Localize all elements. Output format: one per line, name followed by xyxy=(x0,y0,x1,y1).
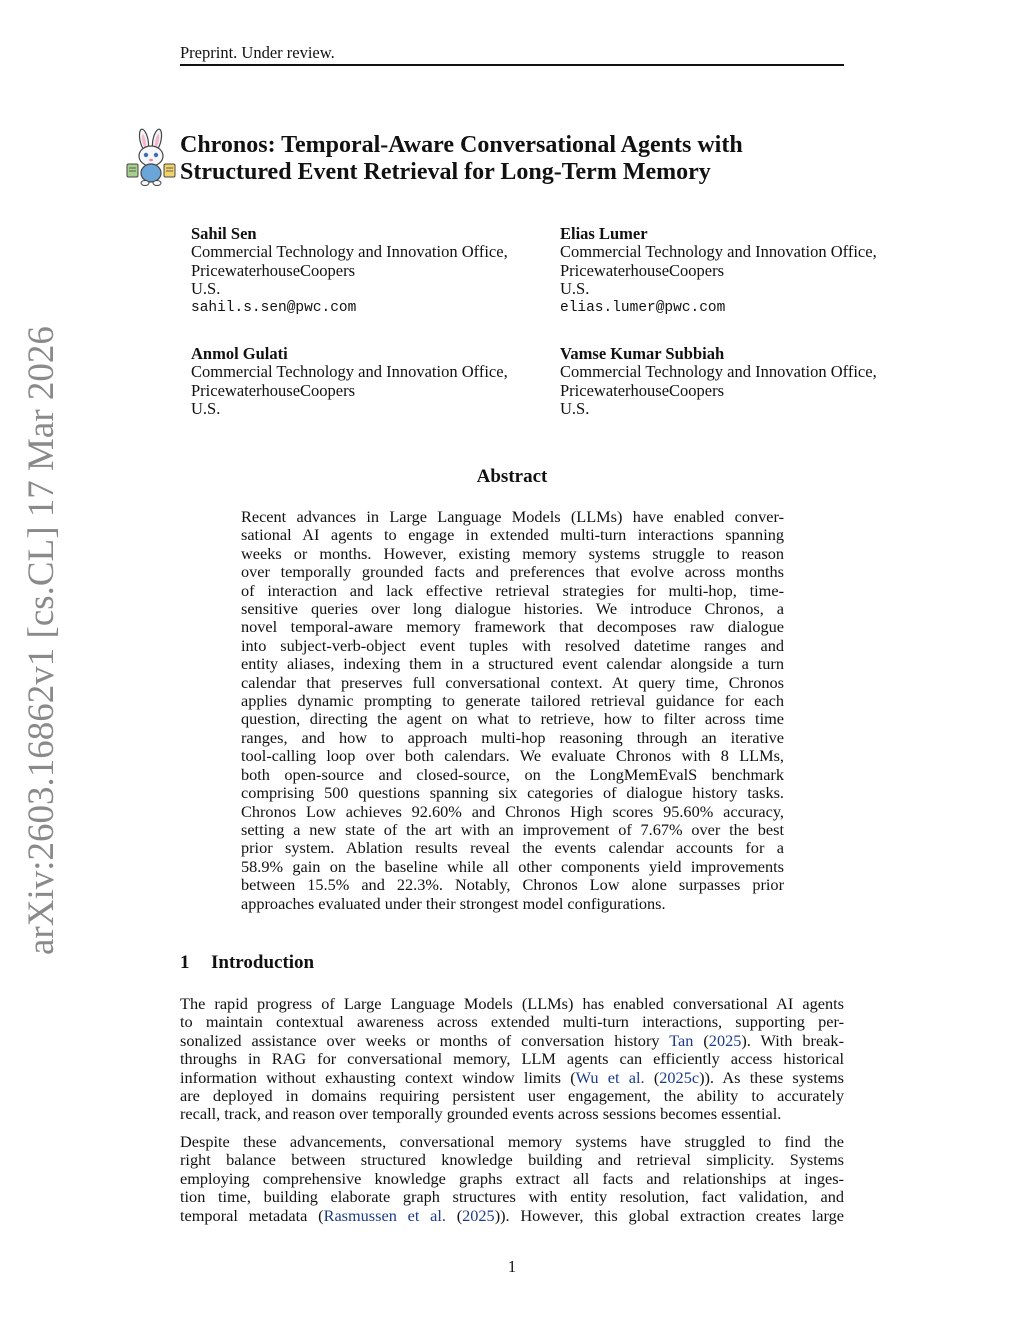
abstract-text xyxy=(241,508,784,913)
author-affiliation: PricewaterhouseCoopers xyxy=(191,260,356,280)
author-country: U.S. xyxy=(560,399,590,419)
author-block xyxy=(560,225,877,317)
citation-link-tan[interactable]: Tan xyxy=(669,1030,694,1050)
section-heading-introduction xyxy=(180,952,314,974)
author-name: Elias Lumer xyxy=(560,224,648,243)
author-affiliation: Commercial Technology and Innovation Office, xyxy=(560,362,877,382)
abstract-line: question, directing the agent on what to retrieve, how to filter across time xyxy=(241,709,784,729)
abstract-line: novel temporal-aware memory framework that decomposes raw dialogue xyxy=(241,617,784,637)
text-fragment: ( xyxy=(644,1067,660,1087)
author-block xyxy=(560,345,877,419)
text-line: throughs in RAG for conversational memory, LLM agents can efficiently access historical xyxy=(180,1049,844,1069)
citation-link-rasmussen[interactable]: Rasmussen et al. xyxy=(323,1205,446,1225)
abstract-line: sational AI agents to engage in extended multi-turn interactions spanning xyxy=(241,525,784,545)
intro-paragraph xyxy=(180,995,844,1124)
running-header: Preprint. Under review. xyxy=(180,43,335,62)
abstract-line: calendar that preserves full conversational context. At query time, Chronos xyxy=(241,672,784,692)
author-email[interactable]: elias.lumer@pwc.com xyxy=(560,299,726,316)
arxiv-identifier-stamp[interactable]: arXiv:2603.16862v1 [cs.CL] 17 Mar 2026 xyxy=(21,326,62,955)
abstract-line: Recent advances in Large Language Models (LLMs) have enabled conver- xyxy=(241,507,784,526)
text-line: right balance between structured knowledge building and retrieval simplicity. Systems xyxy=(180,1150,844,1170)
author-country: U.S. xyxy=(191,399,221,419)
abstract-line: approaches evaluated under their strongest model configurations. xyxy=(241,893,666,913)
abstract-line: setting a new state of the art with an improvement of 7.67% over the best xyxy=(241,819,784,839)
bunny-mascot-logo-icon xyxy=(124,128,178,186)
citation-link-rasmussen-year[interactable]: 2025 xyxy=(462,1205,495,1225)
intro-paragraph xyxy=(180,1133,844,1225)
text-fragment: information without exhausting context window limits ( xyxy=(180,1067,576,1087)
text-line: are deployed in domains requiring persistent user engagement, the ability to accurately xyxy=(180,1086,844,1106)
abstract-line: comprising 500 questions spanning six categories of dialogue history tasks. xyxy=(241,783,784,803)
text-line xyxy=(180,1207,844,1225)
citation-link-wu[interactable]: Wu et al. xyxy=(575,1067,645,1087)
section-number: 1 xyxy=(180,952,190,973)
citation-link-wu-year[interactable]: 2025c xyxy=(659,1067,700,1087)
author-affiliation: Commercial Technology and Innovation Office, xyxy=(191,362,508,382)
abstract-line: prior system. Ablation results reveal the events calendar accounts for a xyxy=(241,838,784,858)
text-fragment: )). However, this global extraction creates large xyxy=(494,1205,844,1225)
author-name: Vamse Kumar Subbiah xyxy=(560,344,725,363)
author-country: U.S. xyxy=(191,279,221,299)
author-name: Anmol Gulati xyxy=(191,344,288,363)
abstract-line: applies dynamic prompting to generate tailored retrieval guidance for each xyxy=(241,691,784,711)
abstract-line: both open-source and closed-source, on the LongMemEvalS benchmark xyxy=(241,764,784,784)
header-rule xyxy=(180,64,844,66)
text-line xyxy=(180,1069,844,1087)
citation-link-tan-year[interactable]: 2025 xyxy=(708,1030,742,1050)
author-country: U.S. xyxy=(560,279,590,299)
text-fragment: )). As these systems xyxy=(699,1067,844,1087)
author-affiliation: Commercial Technology and Innovation Office, xyxy=(560,242,877,262)
abstract-line: entity aliases, indexing them in a structured event calendar alongside a turn xyxy=(241,654,784,674)
text-fragment: ( xyxy=(693,1030,709,1050)
author-affiliation: PricewaterhouseCoopers xyxy=(191,380,356,400)
abstract-line: between 15.5% and 22.3%. Notably, Chronos Low alone surpasses prior xyxy=(241,875,784,895)
author-affiliation: PricewaterhouseCoopers xyxy=(560,260,725,280)
abstract-line: tool-calling loop over both calendars. We evaluate Chronos with 8 LLMs, xyxy=(241,746,784,766)
text-line: employing comprehensive knowledge graphs extract all facts and relationships at inges- xyxy=(180,1168,844,1188)
title-line: Structured Event Retrieval for Long-Term Memory xyxy=(180,159,711,185)
abstract-line: of interaction and lack effective retrieval strategies for multi-hop, time- xyxy=(241,580,784,600)
text-fragment: ). With break- xyxy=(741,1030,844,1050)
abstract-line: sensitive queries over long dialogue histories. We introduce Chronos, a xyxy=(241,599,784,619)
author-block xyxy=(191,345,508,419)
text-line: Despite these advancements, conversational memory systems have struggled to find the xyxy=(180,1132,844,1151)
author-affiliation: PricewaterhouseCoopers xyxy=(560,380,725,400)
author-name: Sahil Sen xyxy=(191,224,257,243)
paper-title xyxy=(180,132,840,186)
title-line: Chronos: Temporal-Aware Conversational Agents with xyxy=(180,132,743,158)
text-line: recall, track, and reason over temporally grounded events across sessions becomes essential. xyxy=(180,1104,782,1124)
abstract-heading: Abstract xyxy=(476,466,548,487)
text-fragment: temporal metadata ( xyxy=(180,1205,324,1225)
abstract-line: over temporally grounded facts and preferences that evolve across months xyxy=(241,562,784,582)
author-affiliation: Commercial Technology and Innovation Office, xyxy=(191,242,508,262)
abstract-line: into subject-verb-object event tuples with resolved datetime ranges and xyxy=(241,635,784,655)
text-fragment: sonalized assistance over weeks or months of conversation history xyxy=(180,1030,670,1050)
text-fragment: ( xyxy=(445,1205,463,1225)
page-number: 1 xyxy=(507,1257,517,1276)
author-block xyxy=(191,225,508,317)
section-title: Introduction xyxy=(211,952,315,973)
text-line xyxy=(180,1032,844,1050)
text-line: tion time, building elaborate graph structures with entity resolution, fact validation, and xyxy=(180,1187,844,1207)
author-email[interactable]: sahil.s.sen@pwc.com xyxy=(191,299,357,316)
abstract-line: ranges, and how to approach multi-hop reasoning through an iterative xyxy=(241,727,784,747)
text-line: to maintain contextual awareness across extended multi-turn interactions, supporting per- xyxy=(180,1012,844,1032)
abstract-line: Chronos Low achieves 92.60% and Chronos High scores 95.60% accuracy, xyxy=(241,801,784,821)
text-line: The rapid progress of Large Language Models (LLMs) has enabled conversational AI agents xyxy=(180,994,844,1013)
abstract-line: weeks or months. However, existing memory systems struggle to reason xyxy=(241,543,784,563)
abstract-line: 58.9% gain on the baseline while all other components yield improvements xyxy=(241,856,784,876)
